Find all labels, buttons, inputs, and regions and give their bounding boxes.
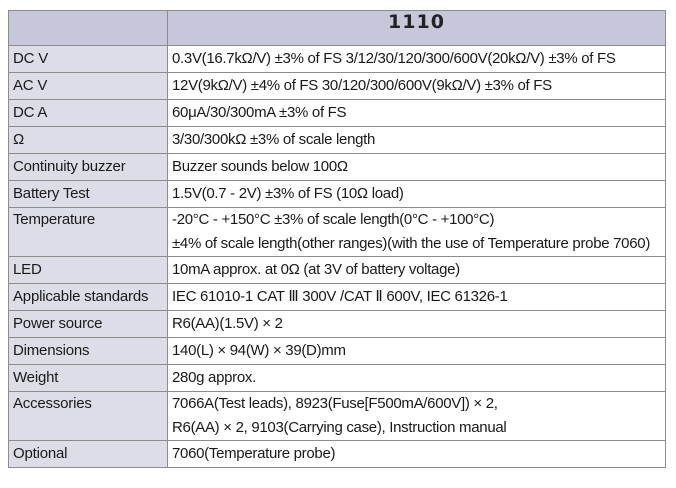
spec-value-line: IEC 61010-1 CAT Ⅲ 300V /CAT Ⅱ 600V, IEC 61326-1	[172, 288, 508, 305]
spec-row	[9, 208, 666, 257]
spec-row	[9, 100, 666, 127]
spec-value-line: R6(AA) × 2, 9103(Carrying case), Instruction manual	[172, 419, 507, 436]
spec-label: LED	[9, 257, 168, 284]
spec-row	[9, 338, 666, 365]
spec-value	[168, 257, 666, 284]
spec-row	[9, 181, 666, 208]
spec-value-line: 7066A(Test leads), 8923(Fuse[F500mA/600V]) × 2,	[172, 395, 498, 412]
spec-label: DC V	[9, 46, 168, 73]
spec-value-line: 12V(9kΩ/V) ±4% of FS 30/120/300/600V(9kΩ/V) ±3% of FS	[172, 77, 552, 94]
spec-value	[168, 338, 666, 365]
spec-label: Optional	[9, 441, 168, 468]
spec-value	[168, 127, 666, 154]
spec-label: Battery Test	[9, 181, 168, 208]
spec-value-line: Buzzer sounds below 100Ω	[172, 158, 348, 175]
spec-row	[9, 257, 666, 284]
spec-value	[168, 208, 666, 257]
spec-value	[168, 311, 666, 338]
spec-label: AC V	[9, 73, 168, 100]
spec-label: Temperature	[9, 208, 168, 257]
spec-value	[168, 100, 666, 127]
spec-value-line: 60μA/30/300mA ±3% of FS	[172, 104, 347, 121]
spec-row	[9, 441, 666, 468]
spec-value	[168, 154, 666, 181]
spec-row	[9, 73, 666, 100]
spec-label: Accessories	[9, 392, 168, 441]
spec-value-line: 0.3V(16.7kΩ/V) ±3% of FS 3/12/30/120/300/600V(20kΩ/V) ±3% of FS	[172, 50, 616, 67]
spec-row	[9, 392, 666, 441]
spec-value	[168, 46, 666, 73]
spec-label: Continuity buzzer	[9, 154, 168, 181]
spec-value	[168, 284, 666, 311]
spec-value	[168, 365, 666, 392]
spec-table	[8, 10, 666, 468]
spec-row	[9, 365, 666, 392]
spec-value	[168, 392, 666, 441]
table-header	[9, 11, 666, 46]
spec-value-line: 140(L) × 94(W) × 39(D)mm	[172, 342, 346, 359]
spec-value-line: 7060(Temperature probe)	[172, 445, 336, 462]
spec-row	[9, 127, 666, 154]
spec-value	[168, 181, 666, 208]
spec-label: Power source	[9, 311, 168, 338]
spec-value-line: 1.5V(0.7 - 2V) ±3% of FS (10Ω load)	[172, 185, 404, 202]
spec-row	[9, 284, 666, 311]
header-row	[9, 11, 666, 46]
spec-value-line: -20°C - +150°C ±3% of scale length(0°C - +100°C)	[172, 211, 495, 228]
spec-body	[9, 46, 666, 468]
spec-label: Dimensions	[9, 338, 168, 365]
spec-value-line: 3/30/300kΩ ±3% of scale length	[172, 131, 376, 148]
spec-value-line: R6(AA)(1.5V) × 2	[172, 315, 283, 332]
spec-value-line: 280g approx.	[172, 369, 256, 386]
spec-row	[9, 154, 666, 181]
spec-value	[168, 73, 666, 100]
spec-label: DC A	[9, 100, 168, 127]
spec-row	[9, 311, 666, 338]
header-corner-cell	[9, 11, 168, 46]
spec-label: Ω	[9, 127, 168, 154]
spec-label: Applicable standards	[9, 284, 168, 311]
spec-value	[168, 441, 666, 468]
spec-row	[9, 46, 666, 73]
spec-value-line: 10mA approx. at 0Ω (at 3V of battery voltage)	[172, 261, 460, 278]
spec-label: Weight	[9, 365, 168, 392]
model-number-header: 1110	[168, 11, 666, 46]
spec-value-line: ±4% of scale length(other ranges)(with the use of Temperature probe 7060)	[172, 235, 651, 252]
